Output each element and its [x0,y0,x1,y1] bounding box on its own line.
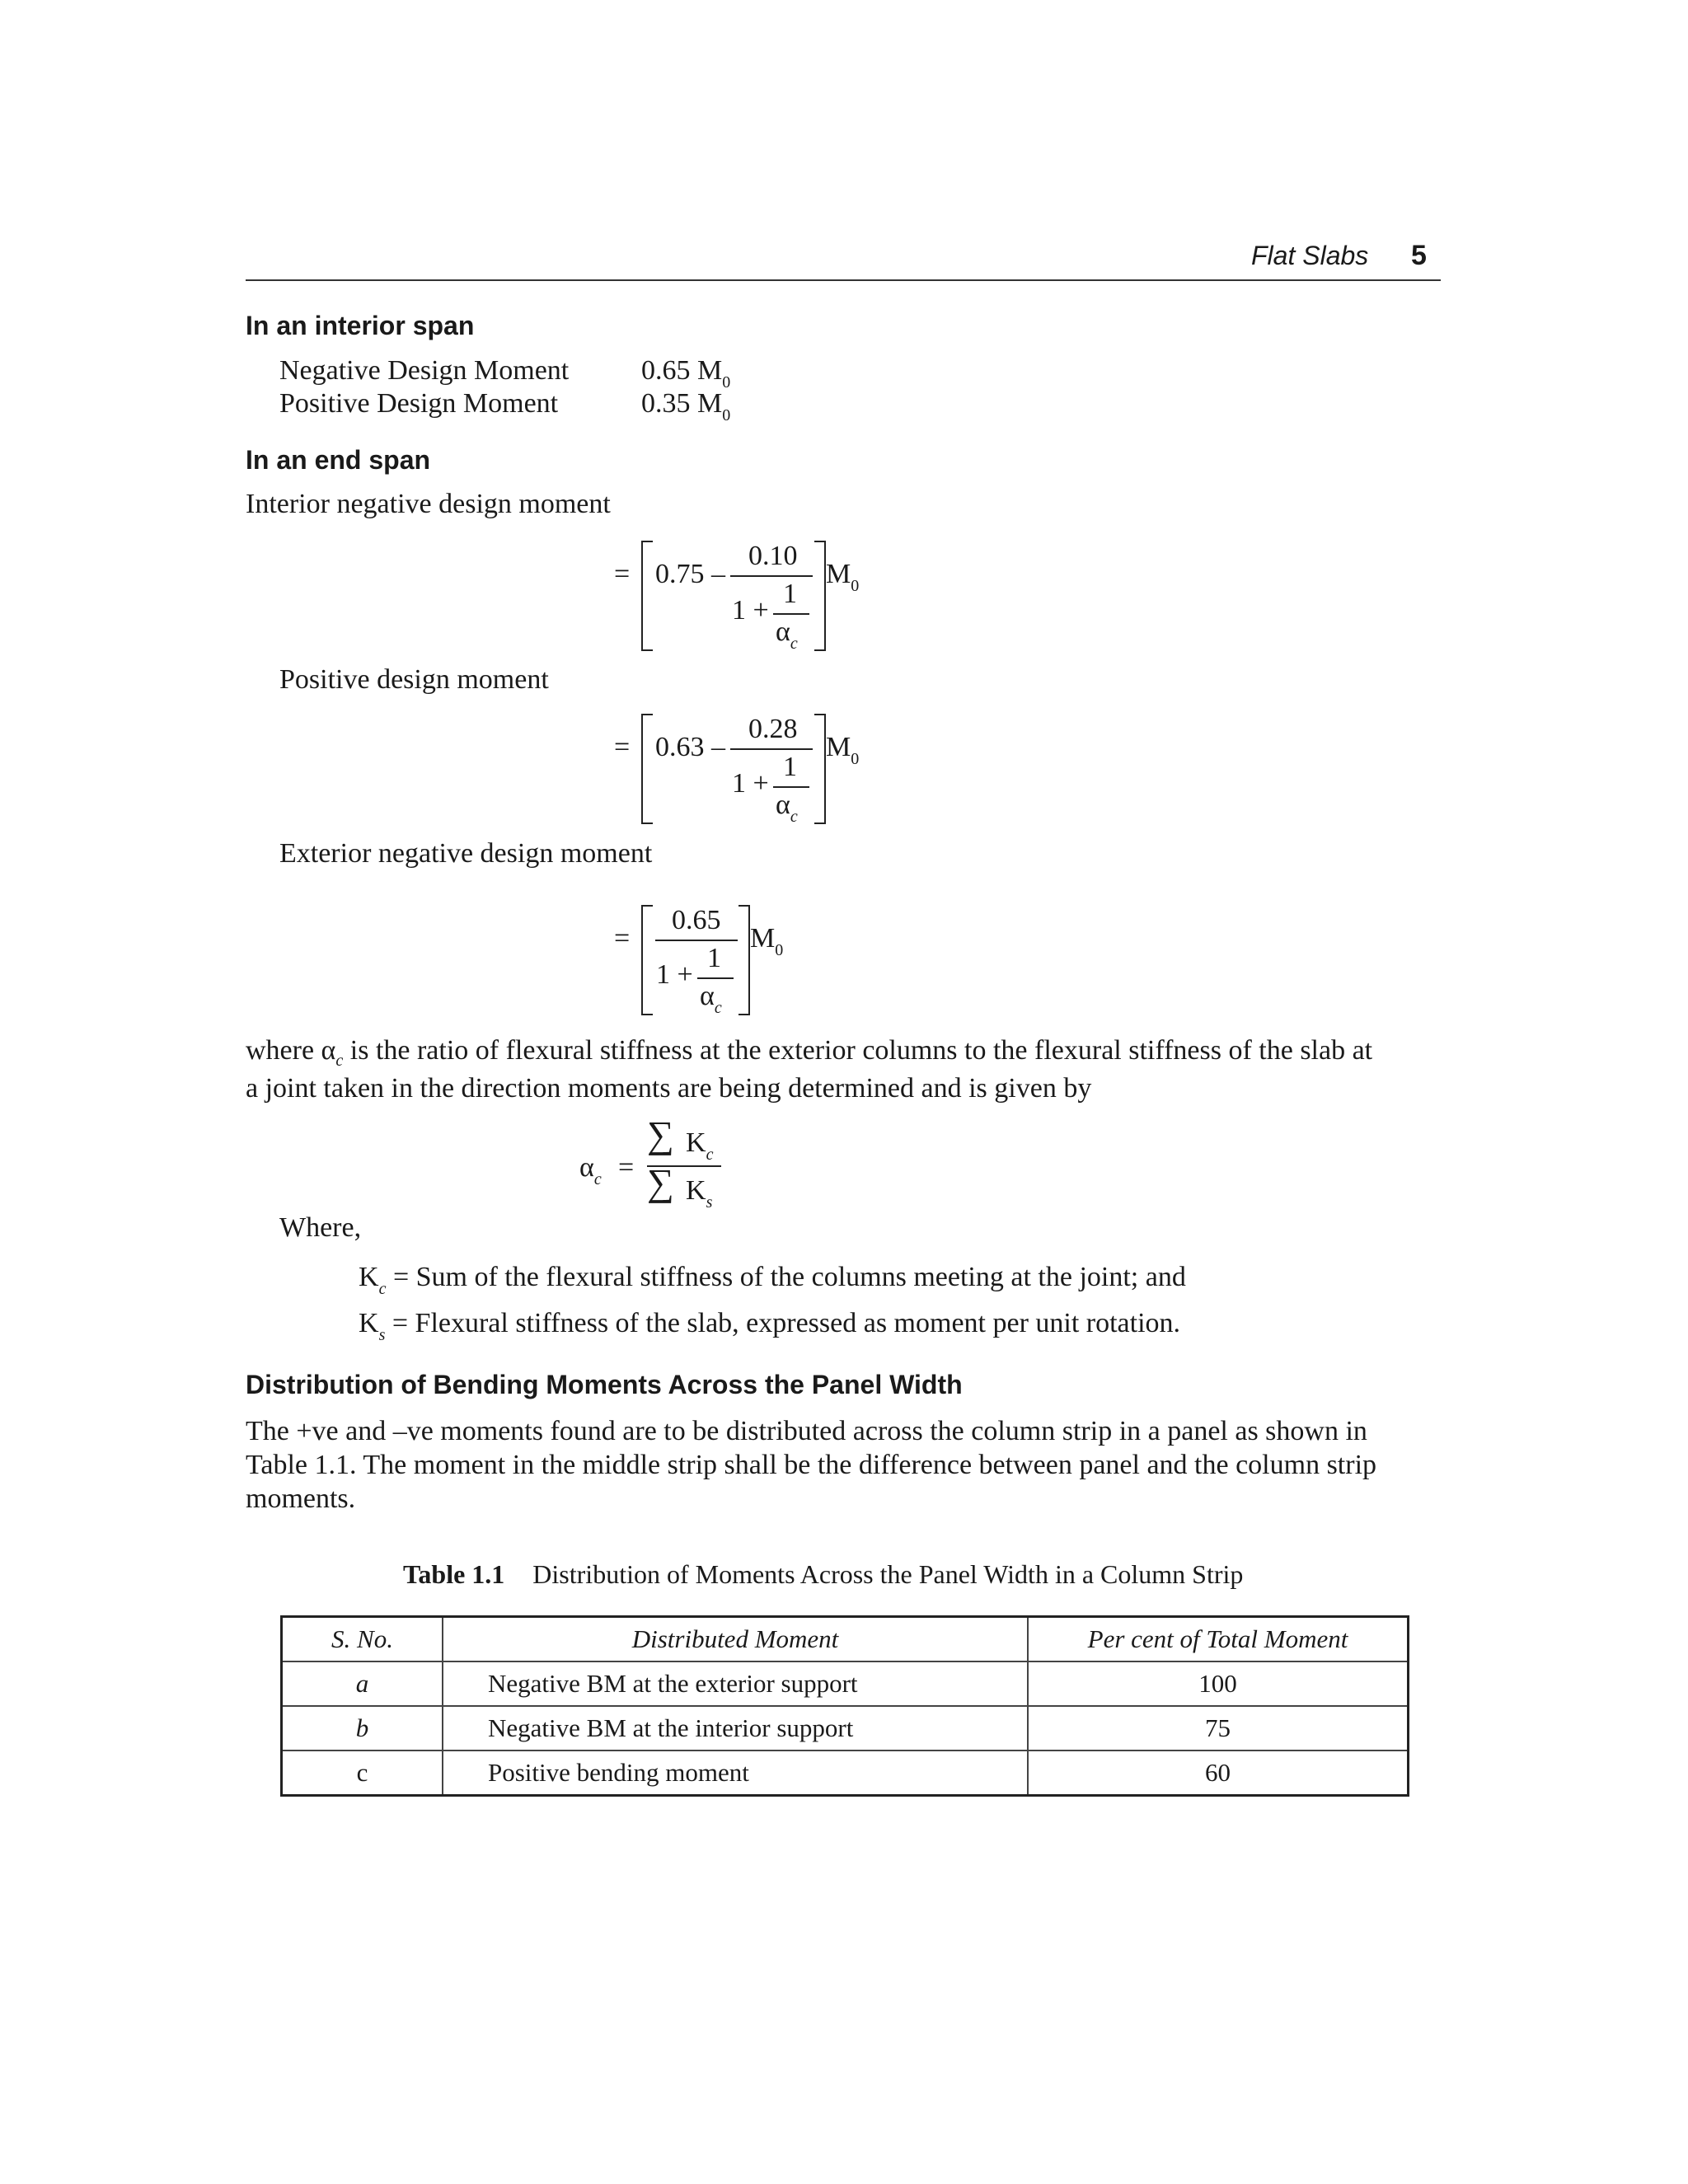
eq-one-plus: 1 + [732,595,769,626]
table-caption-text: Distribution of Moments Across the Panel Width in a Column Strip [532,1559,1244,1589]
def-subscript: c [378,1280,387,1298]
eq-m [826,559,859,593]
inner-fraction-line [773,613,809,615]
row-moment: Negative BM at the exterior support [488,1669,858,1698]
where-subscript: c [335,1052,344,1070]
negative-moment-value [641,354,730,391]
eq-numerator: 0.10 [748,541,798,571]
ks-subscript: s [706,1193,713,1212]
eq-m [750,923,783,958]
bracket-right [814,714,826,824]
bracket-left [641,905,653,1015]
negative-moment-label: Negative Design Moment [279,355,570,386]
positive-moment-end-label: Positive design moment [279,664,549,695]
where-line-2: a joint taken in the direction moments are being determined and is given by [246,1073,1092,1104]
alpha-subscript: c [790,808,798,826]
def-text: = Sum of the flexural stiffness of the columns meeting at the joint; and [386,1262,1186,1292]
eq-alpha [700,981,722,1015]
def-text: = Flexural stiffness of the slab, expressed as moment per unit rotation. [385,1308,1181,1338]
eq-inner-numerator: 1 [783,752,797,782]
table-header-row [282,1617,1409,1662]
alpha-subscript: c [714,999,722,1017]
interior-negative-label: Interior negative design moment [246,489,611,519]
k-symbol: K [686,1127,706,1158]
page-number: 5 [1411,240,1427,271]
table-row [282,1706,1409,1750]
header-rule [246,279,1441,281]
row-moment-cell [443,1706,1028,1750]
eq-inner-numerator: 1 [783,579,797,609]
eq-one-plus: 1 + [656,959,693,990]
definition-ks [359,1307,1180,1343]
value-subscript: 0 [722,373,731,391]
inner-fraction-line [773,786,809,788]
alpha-lhs [579,1152,602,1187]
where-label: Where, [279,1212,362,1243]
column-header: S. No. [282,1617,443,1662]
table-row [282,1661,1409,1706]
row-serial: b [282,1706,443,1750]
inner-fraction-line [697,977,734,979]
def-subscript: s [378,1326,386,1344]
eq-one-plus: 1 + [732,768,769,799]
ks-term [686,1175,712,1210]
eq-sign: = [614,559,631,589]
distribution-line-3: moments. [246,1483,356,1514]
column-header: Per cent of Total Moment [1028,1617,1409,1662]
eq-lead: 0.75 – [655,559,725,589]
heading-interior-span: In an interior span [246,311,475,340]
bracket-right [814,541,826,651]
row-moment: Positive bending moment [488,1758,749,1787]
eq-sign: = [614,923,631,954]
distribution-line-2: Table 1.1. The moment in the middle strip shall be the difference between panel and the column strip [246,1450,1377,1480]
value-text: 0.35 M [641,388,723,419]
moment-distribution-table [280,1615,1409,1797]
heading-distribution: Distribution of Bending Moments Across the Panel Width [246,1370,963,1399]
bracket-right [738,905,750,1015]
value-subscript: 0 [722,406,731,424]
value-text: 0.65 M [641,355,723,386]
exterior-negative-label: Exterior negative design moment [279,838,653,869]
alpha-symbol: α [579,1152,594,1183]
eq-lead: 0.63 – [655,732,725,762]
eq-inner-numerator: 1 [707,943,721,973]
m-symbol: M [826,559,851,589]
table-row [282,1750,1409,1796]
row-serial: a [282,1661,443,1706]
where-prefix: where α [246,1035,336,1066]
where-text-1: is the ratio of flexural stiffness at the exterior columns to the flexural stiffness of the slab at [343,1035,1373,1066]
eq-numerator: 0.28 [748,714,798,744]
distribution-paragraph [246,1414,1442,1516]
eq-m [826,732,859,766]
sigma-top [647,1113,674,1155]
k-symbol: K [686,1175,706,1206]
where-paragraph [246,1033,1442,1105]
m-subscript: 0 [775,941,784,959]
sigma-bottom [647,1161,674,1203]
eq-numerator: 0.65 [672,905,721,935]
row-percent: 60 [1028,1750,1409,1796]
bracket-left [641,714,653,824]
bracket-left [641,541,653,651]
alpha-subscript: c [593,1170,602,1188]
fraction-line [655,940,738,941]
row-percent: 100 [1028,1661,1409,1706]
m-symbol: M [750,923,776,954]
eq-alpha [776,790,798,824]
m-subscript: 0 [851,577,860,595]
eq-alpha [776,616,798,651]
sigma-icon: ∑ [647,1113,674,1155]
alpha-subscript: c [790,635,798,653]
heading-end-span: In an end span [246,445,431,475]
fraction-line [730,748,813,750]
alpha-symbol: α [700,981,715,1011]
alpha-eq-sign: = [618,1152,635,1183]
m-subscript: 0 [851,750,860,768]
table-caption-label: Table 1.1 [403,1559,505,1589]
fraction-line [730,575,813,577]
running-title: Flat Slabs [1251,241,1369,270]
definition-kc [359,1261,1186,1297]
row-moment-cell [443,1750,1028,1796]
kc-term [686,1127,713,1162]
row-moment-cell [443,1661,1028,1706]
row-moment: Negative BM at the interior support [488,1713,854,1742]
def-symbol: K [359,1308,379,1338]
row-serial: c [282,1750,443,1796]
kc-subscript: c [706,1146,714,1164]
eq-sign: = [614,732,631,762]
positive-moment-label: Positive Design Moment [279,388,559,419]
alpha-symbol: α [776,790,790,820]
where-line-1 [246,1033,1442,1071]
table-caption [403,1558,1243,1591]
alpha-symbol: α [776,616,790,647]
distribution-line-1: The +ve and –ve moments found are to be distributed across the column strip in a panel as shown in [246,1416,1367,1446]
positive-moment-value [641,387,730,424]
row-percent: 75 [1028,1706,1409,1750]
sigma-icon: ∑ [647,1161,674,1203]
column-header: Distributed Moment [443,1617,1028,1662]
def-symbol: K [359,1262,379,1292]
m-symbol: M [826,732,851,762]
